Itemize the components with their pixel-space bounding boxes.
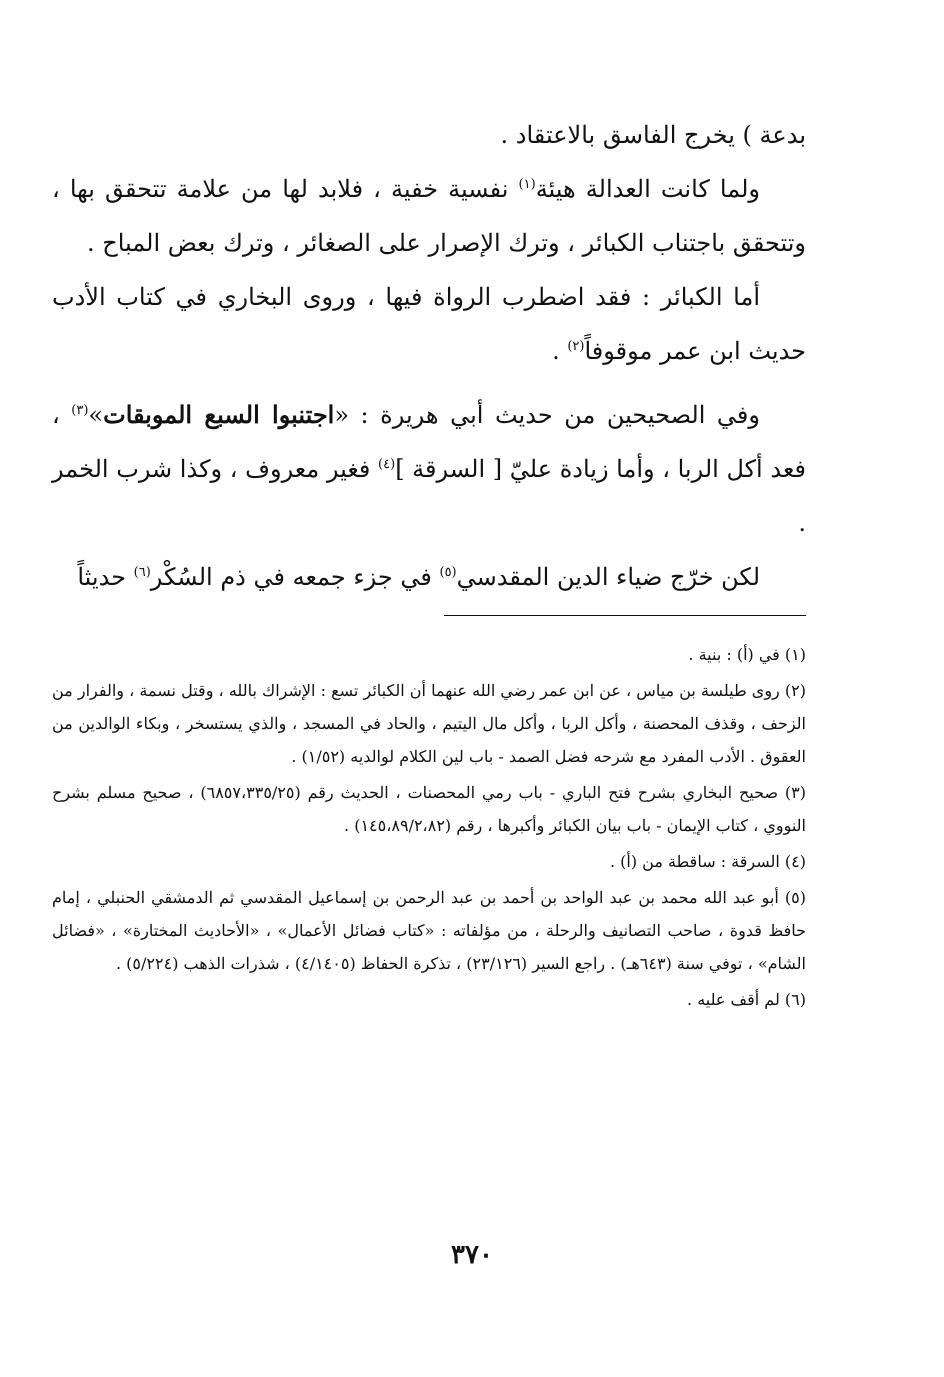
footnote-separator (444, 615, 806, 616)
paragraph-1-text: بدعة ) يخرج الفاسق بالاعتقاد . (500, 121, 806, 149)
footnote-ref-5[interactable]: (٥) (439, 565, 457, 580)
paragraph-4-text-b: » (88, 401, 104, 429)
paragraph-2 (52, 162, 806, 270)
main-text (52, 108, 806, 604)
paragraph-4 (52, 388, 806, 550)
paragraph-1 (52, 108, 806, 162)
paragraph-4-text-d: فغير معروف ، وكذا شرب الخمر . (52, 455, 806, 537)
paragraph-5-text-c: حديثاً (77, 563, 134, 591)
paragraph-4-text-c: ، فعد أكل الربا ، وأما زيادة عليّ [ السرقة ] (52, 401, 807, 483)
footnote-ref-1[interactable]: (١) (518, 177, 536, 192)
footnotes (52, 638, 806, 1019)
footnote-ref-2[interactable]: (٢) (567, 339, 585, 354)
footnote-2: (٢) روى طيلسة بن مياس ، عن ابن عمر رضي الله عنهما أن الكبائر تسع : الإشراك بالله ، وقتل نسمة ، والفرار من الزحف ، وقذف المحصنة ، وأكل الربا ، وأكل مال اليتيم ، والحاد في المسجد ، والذي يستسخر ، وبكاء الوالدين من العقوق . الأدب المفرد مع شرحه فضل الصمد - باب لين الكلام لوالديه (١/٥٢) . (52, 681, 806, 766)
hadith-quote: اجتنبوا السبع الموبقات (103, 400, 335, 429)
footnote-1: (١) في (أ) : بنية . (688, 645, 806, 664)
page-number: ٣٧٠ (451, 1240, 493, 1270)
paragraph-5-text-a: لكن خرّج ضياء الدين المقدسي (456, 563, 760, 591)
footnote-4: (٤) السرقة : ساقطة من (أ) . (609, 852, 806, 871)
footnote-6: (٦) لم أقف عليه . (687, 990, 806, 1009)
paragraph-2-text-b: نفسية خفية ، فلابد لها من علامة تتحقق بها ، وتتحقق باجتناب الكبائر ، وترك الإصرار على الصغائر ، وترك بعض المباح . (52, 175, 806, 257)
footnote-ref-3[interactable]: (٣) (71, 403, 89, 418)
footnote-ref-6[interactable]: (٦) (133, 565, 151, 580)
footnote-ref-4[interactable]: (٤) (378, 457, 396, 472)
paragraph-5-text-b: في جزء جمعه في ذم السُكْر (150, 563, 440, 591)
footnote-3: (٣) صحيح البخاري بشرح فتح الباري - باب رمي المحصنات ، الحديث رقم (٦٨٥٧،٣٣٥/٢٥) ، صحيح مسلم بشرح النووي ، كتاب الإيمان - باب بيان الكبائر وأكبرها ، رقم (١٤٥،٨٩/٢،٨٢) . (52, 783, 806, 835)
paragraph-3 (52, 270, 806, 378)
paragraph-3-text-b: . (552, 337, 568, 365)
paragraph-2-text-a: ولما كانت العدالة هيئة (535, 175, 760, 203)
paragraph-5 (52, 550, 806, 604)
paragraph-4-text-a: وفي الصحيحين من حديث أبي هريرة : « (334, 401, 760, 429)
footnote-5: (٥) أبو عبد الله محمد بن عبد الواحد بن أحمد بن عبد الرحمن بن إسماعيل المقدسي ثم الدمشقي الحنبلي ، إمام حافظ قدوة ، صاحب التصانيف والرحلة ، من مؤلفاته : «كتاب فضائل الأعمال» ، «الأحاديث المختارة» ، «فضائل الشام» ، توفي سنة (٦٤٣هـ) . راجع السير (٢٣/١٢٦) ، تذكرة الحفاظ (٤/١٤٠٥) ، شذرات الذهب (٥/٢٢٤) . (52, 888, 806, 973)
paragraph-3-text-a: أما الكبائر : فقد اضطرب الرواة فيها ، وروى البخاري في كتاب الأدب حديث ابن عمر موقوفاً (52, 283, 806, 365)
